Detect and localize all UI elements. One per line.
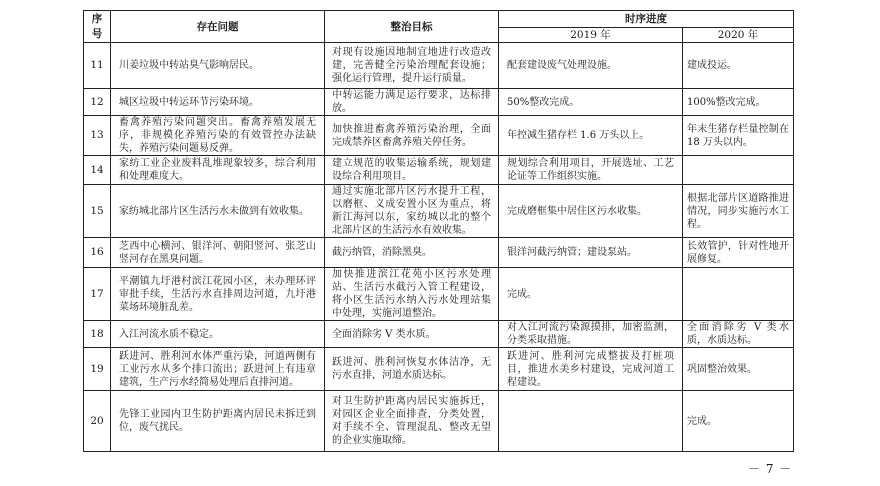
progress-2019-cell: 年控减生猪存栏 1.6 万头以上。: [499, 116, 683, 156]
header-row: [84, 11, 794, 28]
progress-2019-cell: 完成。: [499, 268, 683, 321]
progress-2019-cell: 配套建设废气处理设施。: [499, 43, 683, 89]
page-number: － 7 －: [748, 462, 793, 476]
table-row: [84, 238, 794, 268]
col-header-schedule: 时序进度: [499, 11, 794, 28]
progress-2020-cell: 建成投运。: [683, 43, 794, 89]
problem-cell: 城区垃圾中转运环节污染环境。: [111, 89, 325, 116]
progress-2019-cell: 银洋河截污纳管；建设泵站。: [499, 238, 683, 268]
col-header-no-label: 序号: [91, 12, 103, 40]
progress-2019-cell: [499, 391, 683, 452]
table-row: [84, 268, 794, 321]
problem-cell: 家纺城北部片区生活污水未做到有效收集。: [111, 185, 325, 238]
col-header-2019: 2019 年: [499, 28, 683, 43]
row-number: 16: [84, 238, 111, 268]
table-row: [84, 348, 794, 391]
table-header: [84, 11, 794, 43]
target-cell: 对卫生防护距离内居民实施拆迁，对园区企业全面排查，分类处置，对手续不全、管理混乱、整改无望的企业实施取缔。: [325, 391, 499, 452]
problem-cell: 平潮镇九圩港村滨江花园小区，未办理环评审批手续，生活污水直排周边河道，九圩港菜场环境脏乱差。: [111, 268, 325, 321]
progress-2020-cell: 完成。: [683, 391, 794, 452]
table-row: [84, 321, 794, 348]
col-header-problem: 存在问题: [111, 11, 325, 43]
table-row: [84, 185, 794, 238]
problem-cell: 芝西中心横河、银洋河、朝阳竖河、张芝山竖河存在黑臭问题。: [111, 238, 325, 268]
table-row: [84, 391, 794, 452]
col-header-2020: 2020 年: [683, 28, 794, 43]
row-number: 13: [84, 116, 111, 156]
row-number: 19: [84, 348, 111, 391]
progress-2020-cell: 长效管护，针对性地开展修复。: [683, 238, 794, 268]
table-row: [84, 43, 794, 89]
target-cell: 跃进河、胜利河恢复水体洁净，无污水直排，河道水质达标。: [325, 348, 499, 391]
progress-2020-cell: 全面消除劣 V 类水质，水质达标。: [683, 321, 794, 348]
progress-2020-cell: 根据北部片区道路推进情况，同步实施污水工程。: [683, 185, 794, 238]
row-number: 17: [84, 268, 111, 321]
col-header-target: 整治目标: [325, 11, 499, 43]
table-body: [84, 43, 794, 452]
progress-2019-cell: 跃进河、胜利河完成整拔及打桩项目，推进水美乡村建设，完成河道工程建设。: [499, 348, 683, 391]
progress-2020-cell: 100%整改完成。: [683, 89, 794, 116]
table-row: [84, 156, 794, 185]
problem-cell: 畜禽养殖污染问题突出。畜禽养殖发展无序，非规模化养殖污染的有效管控办法缺失，养殖污染问题易反弹。: [111, 116, 325, 156]
row-number: 11: [84, 43, 111, 89]
problem-cell: 先锋工业园内卫生防护距离内居民未拆迁到位，废气扰民。: [111, 391, 325, 452]
target-cell: 全面消除劣 V 类水质。: [325, 321, 499, 348]
remediation-table: [83, 10, 794, 452]
target-cell: 截污纳管，消除黑臭。: [325, 238, 499, 268]
progress-2020-cell: [683, 156, 794, 185]
problem-cell: 入江河流水质不稳定。: [111, 321, 325, 348]
problem-cell: 川姜垃圾中转站臭气影响居民。: [111, 43, 325, 89]
col-header-no: [84, 11, 111, 43]
progress-2019-cell: 规划综合利用项目，开展选址、工艺论证等工作组织实施。: [499, 156, 683, 185]
progress-2019-cell: 完成磨框集中居住区污水收集。: [499, 185, 683, 238]
progress-2019-cell: 50%整改完成。: [499, 89, 683, 116]
target-cell: 建立规范的收集运输系统，规划建设综合利用项目。: [325, 156, 499, 185]
progress-2020-cell: 巩固整治效果。: [683, 348, 794, 391]
row-number: 14: [84, 156, 111, 185]
row-number: 15: [84, 185, 111, 238]
problem-cell: 跃进河、胜利河水体严重污染，河道两侧有工业污水从多个排口流出；跃进河上有违章建筑，生产污水经简易处理后直排河道。: [111, 348, 325, 391]
row-number: 18: [84, 321, 111, 348]
progress-2020-cell: 年末生猪存栏量控制在 18 万头以内。: [683, 116, 794, 156]
table-row: [84, 116, 794, 156]
progress-2020-cell: [683, 268, 794, 321]
problem-cell: 家纺工业企业废料乱堆现象较多，综合利用和处理难度大。: [111, 156, 325, 185]
row-number: 12: [84, 89, 111, 116]
target-cell: 中转运能力满足运行要求，达标排放。: [325, 89, 499, 116]
target-cell: 加快推进滨江花苑小区污水处理站、生活污水截污入管工程建设，将小区生活污水纳入污水处理站集中处理，实施河道整治。: [325, 268, 499, 321]
progress-2019-cell: 对入江河流污染源摸排，加密监测，分类采取措施。: [499, 321, 683, 348]
target-cell: 通过实施北部片区污水提升工程，以磨框、义成安置小区为重点，将新江海河以东，家纺城以北的整个北部片区的生活污水有效收集。: [325, 185, 499, 238]
target-cell: 加快推进畜禽养殖污染治理，全面完成禁养区畜禽养殖关停任务。: [325, 116, 499, 156]
table-row: [84, 89, 794, 116]
row-number: 20: [84, 391, 111, 452]
target-cell: 对现有设施因地制宜地进行改造改建，完善健全污染治理配套设施；强化运行管理，提升运行质量。: [325, 43, 499, 89]
